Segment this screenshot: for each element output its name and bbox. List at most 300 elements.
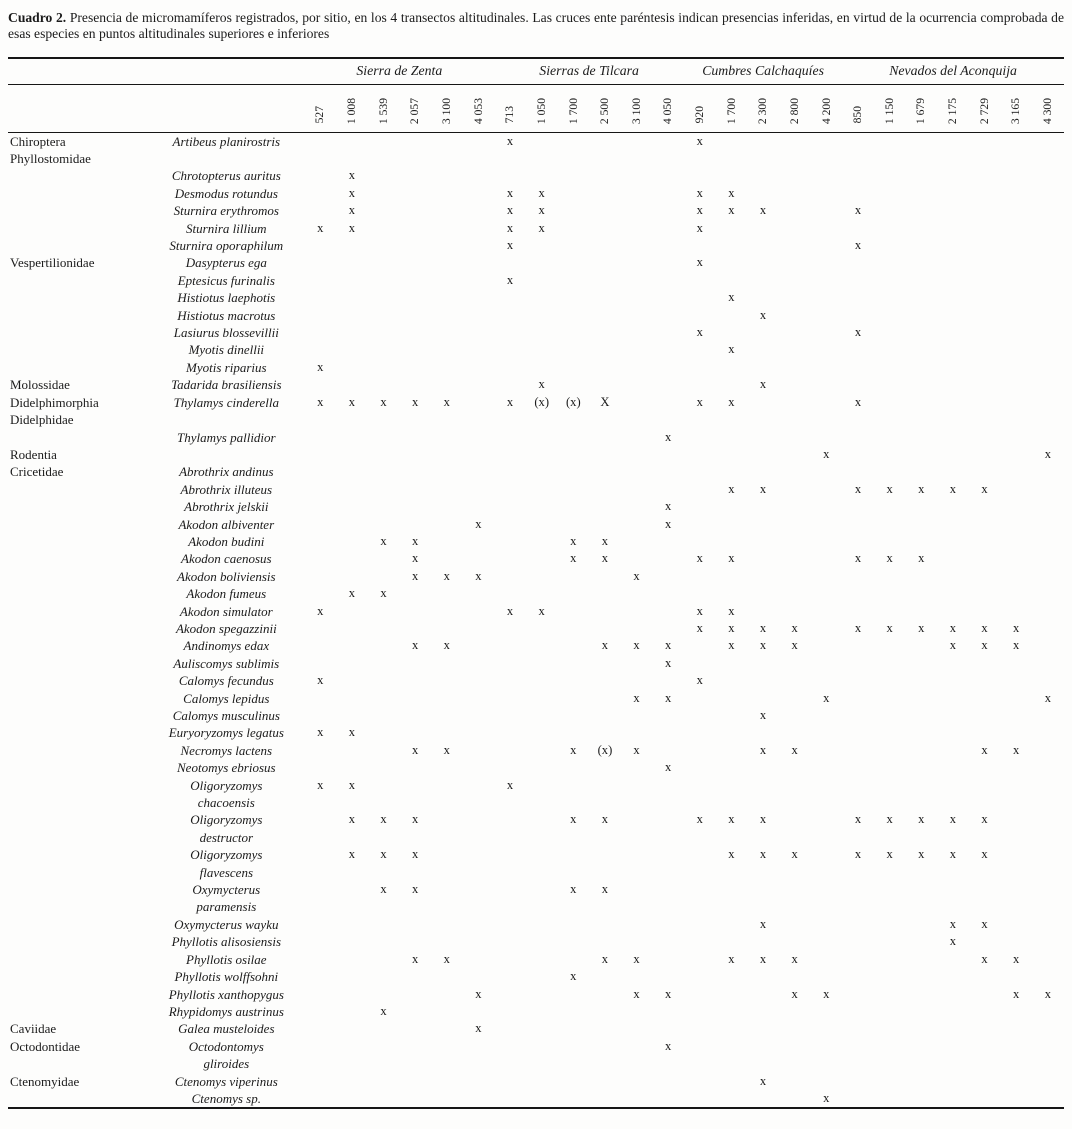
presence-cell [716,132,748,150]
presence-cell [874,498,906,515]
presence-cell [558,655,590,672]
presence-mark: x [506,238,514,253]
presence-cell [304,324,336,341]
presence-cell [905,376,937,393]
presence-cell [652,707,684,724]
presence-mark: x [728,638,735,653]
presence-mark: x [886,847,893,862]
presence-cell [1032,202,1064,219]
presence-cell [716,986,748,1003]
presence-cell [589,690,621,707]
presence-cell [526,933,558,950]
transect-header: Cumbres Calchaquíes [684,58,842,85]
species-label: Dasypterus ega [185,255,267,271]
presence-cell [558,429,590,446]
presence-mark: x [633,742,640,757]
presence-cell [431,150,463,167]
presence-cell [811,777,843,794]
presence-cell [684,359,716,376]
presence-cell [621,881,653,898]
altitude-label: 2 729 [977,97,991,124]
presence-mark: x [981,812,988,827]
presence-cell [937,498,969,515]
presence-cell [842,742,874,759]
presence-cell [652,1073,684,1090]
species-label: Abrothrix andinus [179,464,274,480]
presence-cell [874,707,906,724]
species-label: Neotomys ebriosus [177,760,276,776]
presence-mark: x [633,638,640,653]
presence-cell [368,759,400,776]
presence-cell [431,1020,463,1037]
presence-cell [716,794,748,811]
presence-cell [399,272,431,289]
presence-cell [368,429,400,446]
species-label [148,446,304,463]
presence-cell [463,533,495,550]
presence-cell [336,359,368,376]
presence-cell [494,846,526,863]
presence-cell [399,1003,431,1020]
presence-cell [431,498,463,515]
presence-cell [304,620,336,637]
presence-cell [431,307,463,324]
presence-mark: x [317,220,324,235]
presence-cell [431,724,463,741]
presence-cell [684,1038,716,1055]
table-row [8,289,1064,306]
presence-mark: x [570,533,577,548]
presence-cell [779,881,811,898]
presence-mark: x [949,847,956,862]
presence-cell [558,481,590,498]
presence-cell [937,429,969,446]
presence-mark: x [981,620,988,635]
presence-cell [779,777,811,794]
group-label [8,811,148,828]
presence-cell [842,220,874,237]
presence-cell [399,202,431,219]
presence-cell [463,324,495,341]
presence-cell [399,167,431,184]
presence-cell [558,411,590,428]
altitude-header [336,84,368,132]
presence-mark: x [411,551,419,566]
presence-cell [652,394,684,411]
presence-cell [558,1055,590,1072]
presence-cell [621,202,653,219]
presence-cell [652,411,684,428]
presence-cell [304,289,336,306]
presence-cell [368,1055,400,1072]
presence-cell [716,707,748,724]
presence-cell [969,1090,1001,1108]
presence-cell [747,1020,779,1037]
table-row [8,1003,1064,1020]
presence-cell [1032,846,1064,863]
presence-cell [779,446,811,463]
presence-cell [558,794,590,811]
transect-header: Sierras de Tilcara [494,58,684,85]
species-label: Artibeus planirostris [172,133,281,149]
presence-mark: X [600,394,610,409]
presence-mark: x [981,638,988,653]
altitude-header [1032,84,1064,132]
presence-cell [526,272,558,289]
presence-cell [558,150,590,167]
presence-cell [937,655,969,672]
species-label: Thylamys pallidior [177,429,276,445]
presence-cell [1032,794,1064,811]
presence-cell [526,1020,558,1037]
presence-cell [652,864,684,881]
group-label: Chiroptera [10,133,66,149]
presence-cell [779,307,811,324]
altitude-header [399,84,431,132]
presence-cell [874,933,906,950]
presence-cell [589,376,621,393]
group-label [8,516,148,533]
presence-mark: x [759,708,767,722]
presence-cell [905,202,937,219]
presence-cell [874,603,906,620]
species-label: Akodon spegazzinii [175,620,277,636]
presence-cell [463,951,495,968]
presence-cell [652,585,684,602]
presence-cell [811,463,843,480]
presence-cell [842,411,874,428]
presence-mark: x [665,1038,672,1053]
species-label: Sturnira lillium [186,220,267,236]
presence-mark: x [665,516,672,531]
presence-cell [463,429,495,446]
presence-cell [526,829,558,846]
presence-cell [747,150,779,167]
presence-mark: x [443,638,450,653]
presence-cell [1032,481,1064,498]
presence-cell [1000,794,1032,811]
presence-cell [558,1073,590,1090]
presence-cell [874,724,906,741]
presence-cell [1000,898,1032,915]
presence-cell [652,603,684,620]
group-label [8,759,148,776]
presence-mark: x [823,690,830,705]
presence-cell [336,150,368,167]
presence-cell [1032,585,1064,602]
presence-cell [716,498,748,515]
table-row [8,446,1064,463]
presence-mark: (x) [534,394,550,409]
presence-cell [905,220,937,237]
presence-mark: x [728,603,735,618]
presence-mark: x [348,168,355,183]
presence-cell [463,916,495,933]
presence-cell [621,672,653,689]
presence-cell [526,881,558,898]
altitude-header [621,84,653,132]
group-label [8,742,148,759]
presence-cell [368,986,400,1003]
presence-mark: x [570,551,577,566]
presence-cell [621,289,653,306]
presence-cell [399,446,431,463]
presence-cell [589,1020,621,1037]
presence-cell [874,794,906,811]
presence-cell [652,568,684,585]
presence-cell [494,254,526,271]
presence-cell [905,951,937,968]
presence-cell [589,254,621,271]
presence-cell [652,1003,684,1020]
presence-cell [811,289,843,306]
presence-cell [336,132,368,150]
presence-mark: x [791,847,798,862]
presence-cell [621,394,653,411]
presence-cell [399,481,431,498]
presence-cell [589,620,621,637]
presence-cell [1032,150,1064,167]
altitude-label: 850 [851,106,865,124]
presence-cell [874,759,906,776]
presence-cell [431,1003,463,1020]
presence-mark: x [918,551,925,566]
presence-mark: x [380,1003,387,1018]
presence-cell [716,446,748,463]
presence-cell [747,533,779,550]
presence-cell [431,167,463,184]
altitude-label: 2 300 [756,97,770,124]
presence-cell [1000,411,1032,428]
presence-cell [589,429,621,446]
presence-cell [399,307,431,324]
presence-cell [368,376,400,393]
presence-cell [684,150,716,167]
presence-mark: x [411,812,419,827]
presence-cell [399,411,431,428]
presence-mark: x [759,847,767,862]
presence-cell [1000,655,1032,672]
presence-cell [811,794,843,811]
presence-cell [969,986,1001,1003]
presence-cell [937,307,969,324]
group-label [8,637,148,654]
presence-table [8,57,1064,1110]
presence-cell [811,341,843,358]
presence-cell [905,341,937,358]
presence-cell [1032,724,1064,741]
presence-cell [905,1090,937,1108]
presence-cell [463,1073,495,1090]
presence-cell [779,1073,811,1090]
presence-cell [558,933,590,950]
presence-cell [431,864,463,881]
presence-cell [304,341,336,358]
presence-cell [1000,550,1032,567]
altitude-label: 1 700 [566,97,580,124]
presence-cell [1032,220,1064,237]
presence-cell [494,411,526,428]
altitude-label: 2 800 [787,97,801,124]
presence-cell [1000,463,1032,480]
presence-cell [684,759,716,776]
group-label [8,533,148,550]
presence-cell [652,794,684,811]
presence-cell [589,446,621,463]
presence-mark: x [348,812,355,827]
presence-cell [747,968,779,985]
presence-cell [463,724,495,741]
presence-cell [368,272,400,289]
presence-cell [905,1020,937,1037]
presence-cell [811,568,843,585]
table-row [8,933,1064,950]
presence-cell [368,1020,400,1037]
presence-cell [937,968,969,985]
presence-cell [526,655,558,672]
presence-cell [1032,307,1064,324]
presence-cell [589,516,621,533]
table-row [8,167,1064,184]
presence-cell [368,1038,400,1055]
group-label [8,167,148,184]
presence-cell [969,603,1001,620]
presence-cell [937,1003,969,1020]
presence-cell [652,446,684,463]
presence-cell [494,550,526,567]
presence-cell [969,272,1001,289]
presence-cell [589,933,621,950]
group-label [8,498,148,515]
presence-cell [779,898,811,915]
presence-mark: x [601,533,609,548]
presence-mark: x [1044,690,1052,705]
presence-cell [399,1038,431,1055]
presence-cell [842,516,874,533]
presence-cell [304,742,336,759]
presence-cell [1000,1073,1032,1090]
presence-cell [684,742,716,759]
presence-cell [494,324,526,341]
presence-cell [336,446,368,463]
presence-mark: x [380,812,387,827]
presence-cell [969,394,1001,411]
presence-cell [431,916,463,933]
presence-cell [684,933,716,950]
presence-cell [399,237,431,254]
presence-cell [1032,811,1064,828]
presence-cell [747,1055,779,1072]
presence-cell [621,429,653,446]
presence-cell [368,220,400,237]
altitude-header [684,84,716,132]
presence-cell [684,429,716,446]
presence-cell [652,724,684,741]
presence-cell [526,1038,558,1055]
presence-cell [652,202,684,219]
presence-cell [969,794,1001,811]
presence-cell [368,446,400,463]
presence-cell [589,272,621,289]
presence-cell [842,568,874,585]
presence-cell [558,498,590,515]
presence-cell [336,1003,368,1020]
presence-cell [842,132,874,150]
presence-mark: x [696,133,703,148]
presence-cell [431,1055,463,1072]
presence-cell [684,898,716,915]
presence-cell [494,794,526,811]
presence-cell [589,150,621,167]
presence-mark: x [759,812,767,827]
presence-cell [558,568,590,585]
presence-cell [1000,220,1032,237]
presence-cell [526,794,558,811]
presence-cell [1032,463,1064,480]
presence-cell [463,202,495,219]
presence-cell [969,672,1001,689]
presence-mark: x [696,551,703,566]
presence-cell [431,898,463,915]
presence-cell [969,881,1001,898]
presence-cell [969,707,1001,724]
species-label: Akodon caenosus [181,551,272,567]
species-label: Calomys lepidus [183,690,270,706]
presence-mark: x [1012,986,1020,1001]
presence-cell [399,1073,431,1090]
presence-cell [463,446,495,463]
species-label: Necromys lactens [180,742,273,758]
presence-mark: x [475,986,482,1001]
presence-cell [336,655,368,672]
table-row [8,394,1064,411]
presence-cell [652,1055,684,1072]
presence-cell [969,167,1001,184]
presence-mark: x [317,673,324,688]
presence-cell [1032,550,1064,567]
presence-cell [494,951,526,968]
presence-cell [684,463,716,480]
presence-cell [304,829,336,846]
presence-cell [842,272,874,289]
presence-cell [905,724,937,741]
presence-cell [431,829,463,846]
presence-cell [842,359,874,376]
group-label [8,724,148,741]
species-label: Akodon albiventer [178,516,275,532]
presence-cell [1032,167,1064,184]
presence-mark: x [759,638,767,653]
presence-cell [431,272,463,289]
presence-cell [747,289,779,306]
presence-cell [652,916,684,933]
presence-cell [874,986,906,1003]
altitude-label: 2 175 [946,97,960,124]
presence-cell [937,742,969,759]
presence-cell [969,1055,1001,1072]
presence-mark: x [791,986,798,1001]
presence-cell [684,986,716,1003]
species-label: Myotis dinellii [188,342,265,358]
table-row [8,550,1064,567]
presence-cell [779,376,811,393]
presence-cell [716,829,748,846]
presence-cell [747,829,779,846]
presence-cell [905,690,937,707]
presence-cell [779,481,811,498]
presence-cell [874,220,906,237]
presence-cell [652,289,684,306]
